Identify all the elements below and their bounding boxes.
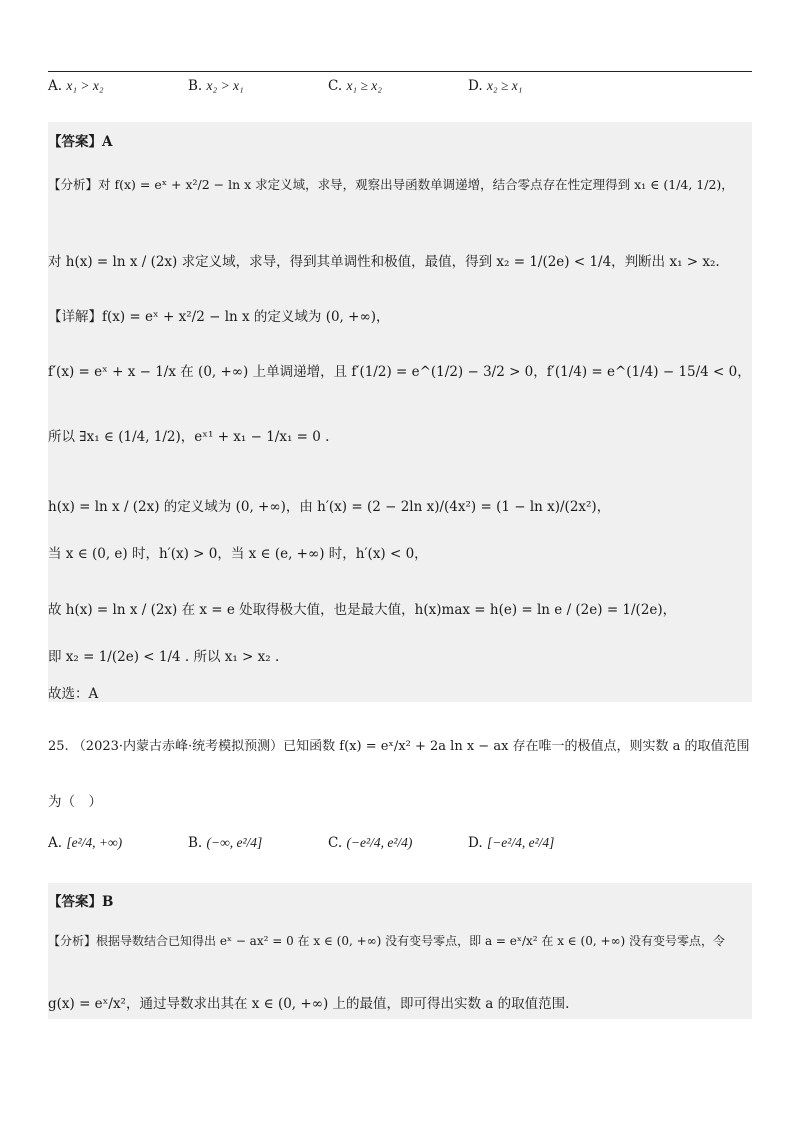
q25-analysis-line-1: 【分析】根据导数结合已知得出 eˣ − ax² = 0 在 x ∈ (0, +∞) 没有变号零点，即 a = eˣ/x² 在 x ∈ (0, +∞) 没有变号零点，令: [48, 934, 726, 948]
q24-option-d: D. x₂ ≥ x₁: [468, 78, 523, 94]
q25-option-b: B. (−∞, e²/4]: [188, 835, 263, 851]
page-top-rule: [48, 71, 752, 72]
q24-detail-line-3: 所以 ∃x₁ ∈ (1/4, 1/2)，eˣ¹ + x₁ − 1/x₁ = 0 .: [48, 429, 330, 445]
q24-detail-line-1: 【详解】f(x) = eˣ + x²/2 − ln x 的定义域为 (0, +∞)，: [48, 309, 390, 325]
q25-option-a: A. [e²/4, +∞): [48, 835, 123, 851]
q25-analysis-line-2: g(x) = eˣ/x²，通过导数求出其在 x ∈ (0, +∞) 上的最值，即可得出实数 a 的取值范围.: [48, 996, 570, 1012]
q25-option-d: D. [−e²/4, e²/4]: [468, 835, 555, 851]
q25-option-c: C. (−e²/4, e²/4): [328, 835, 413, 851]
q24-analysis-line-1: 【分析】对 f(x) = eˣ + x²/2 − ln x 求定义域，求导，观察出导函数单调递增，结合零点存在性定理得到 x₁ ∈ (1/4, 1/2)，: [48, 177, 734, 192]
q24-detail-line-4: h(x) = ln x / (2x) 的定义域为 (0, +∞)，由 h′(x) = (2 − 2ln x)/(4x²) = (1 − ln x)/(2x²)，: [48, 499, 611, 515]
q24-option-a: A. x₁ > x₂: [48, 78, 104, 94]
q24-option-c: C. x₁ ≥ x₂: [328, 78, 382, 94]
q24-option-b: B. x₂ > x₁: [188, 78, 244, 94]
q24-detail-line-2: f′(x) = eˣ + x − 1/x 在 (0, +∞) 上单调递增，且 f′(1/2) = e^(1/2) − 3/2 > 0，f′(1/4) = e^(1/4) − 15/4 < 0，: [48, 364, 751, 380]
q24-detail-line-5: 当 x ∈ (0, e) 时，h′(x) > 0，当 x ∈ (e, +∞) 时，h′(x) < 0，: [48, 546, 428, 562]
q25-stem-line-1: 25. （2023·内蒙古赤峰·统考模拟预测）已知函数 f(x) = eˣ/x² + 2a ln x − ax 存在唯一的极值点，则实数 a 的取值范围: [48, 739, 750, 754]
q24-detail-line-6: 故 h(x) = ln x / (2x) 在 x = e 处取得极大值，也是最大值，h(x)max = h(e) = ln e / (2e) = 1/(2e)，: [48, 602, 677, 618]
q24-answer: 【答案】A: [48, 134, 113, 150]
q25-stem-line-2: 为（ ）: [48, 794, 102, 810]
q25-answer: 【答案】B: [48, 894, 114, 910]
q24-choice: 故选：A: [48, 686, 99, 702]
q24-analysis-line-2: 对 h(x) = ln x / (2x) 求定义域，求导，得到其单调性和极值，最值，得到 x₂ = 1/(2e) < 1/4，判断出 x₁ > x₂.: [48, 254, 720, 270]
q24-detail-line-7: 即 x₂ = 1/(2e) < 1/4 . 所以 x₁ > x₂ .: [48, 649, 280, 665]
